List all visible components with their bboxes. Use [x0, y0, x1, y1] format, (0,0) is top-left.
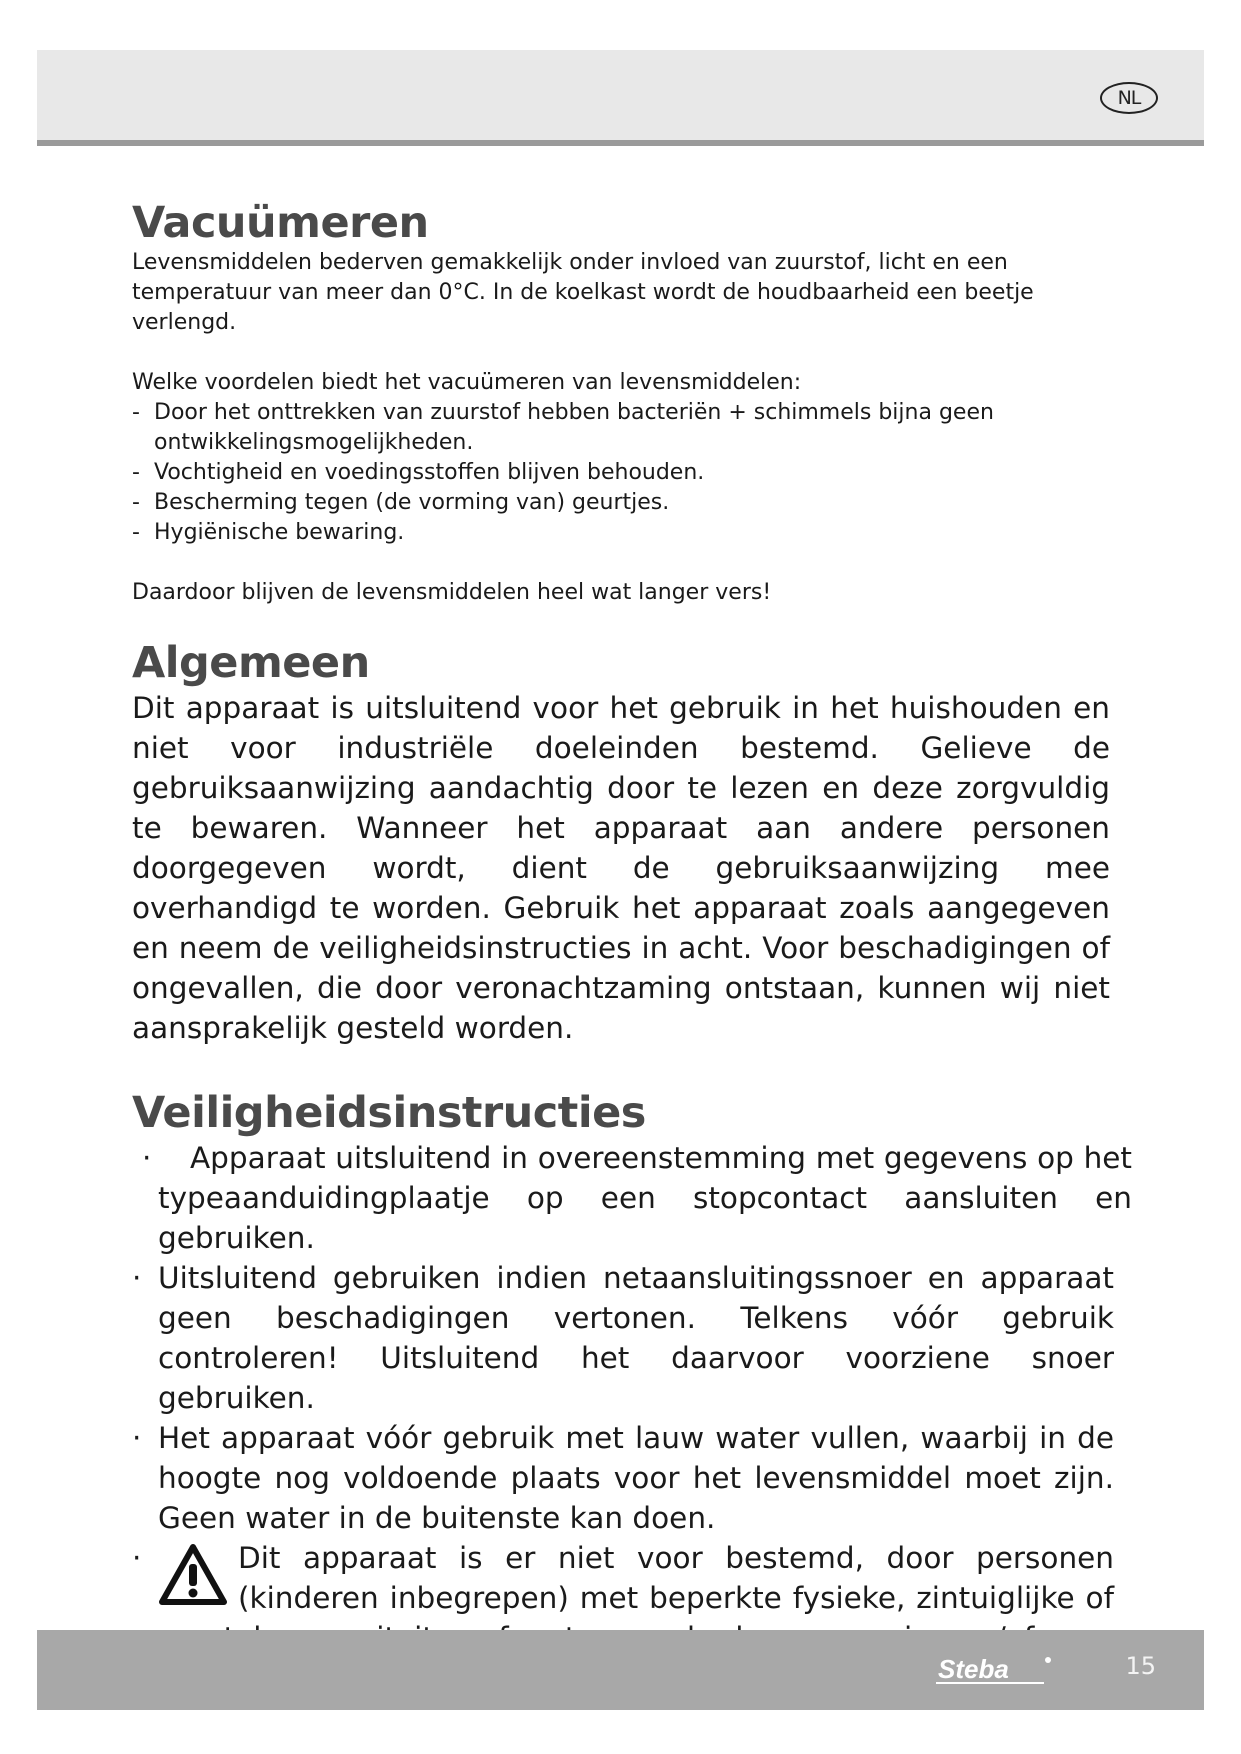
section-title-safety: Veiligheidsinstructies [132, 1088, 646, 1138]
vacuum-conclusion: Daardoor blijven de levensmiddelen heel wat langer vers! [132, 580, 772, 605]
language-badge: NL [1100, 82, 1158, 114]
header-band [37, 50, 1204, 146]
list-item: · Het apparaat vóór gebruik met lauw water vullen, waarbij in de hoogte nog voldoende plaats voor het levensmiddel moet zijn. Geen water in de buitenste kan doen. [132, 1421, 1114, 1535]
list-item: · Uitsluitend gebruiken indien netaansluitingssnoer en apparaat geen beschadigingen vertonen. Telkens vóór gebruik controleren! Uitsluitend het daarvoor voorziene snoer gebruiken. [132, 1261, 1114, 1415]
steba-logo [934, 1654, 1054, 1688]
general-body: Dit apparaat is uitsluitend voor het gebruik in het huishouden en niet voor industriële doeleinden bestemd. Gelieve de gebruiksaanwijzing aandachtig door te lezen en deze zorgvuldig te bewaren. Wanneer het apparaat aan andere personen doorgegeven wordt, dient de gebruiksaanwijzing mee overhandigd te worden. Gebruik het apparaat zoals aangegeven en neem de veiligheidsinstructies in acht. Voor beschadigingen of ongevallen, die door veronachtzaming ontstaan, kunnen wij niet aansprakelijk gesteld worden. [132, 691, 1110, 1045]
section-title-general: Algemeen [132, 638, 370, 688]
list-item: · Apparaat uitsluitend in overeenstemming met gegevens op het typeaanduidingplaatje op een stopcontact aansluiten en gebruiken. [142, 1141, 1132, 1255]
list-item: - Vochtigheid en voedingsstoffen blijven behouden. [132, 460, 705, 485]
safety-list [132, 1138, 1132, 1658]
benefits-heading: Welke voordelen biedt het vacuümeren van levensmiddelen: [132, 370, 802, 395]
page-number: 15 [1125, 1652, 1156, 1680]
list-item: - Hygiënische bewaring. [132, 520, 405, 545]
warning-icon [158, 1542, 228, 1606]
footer-band [37, 1630, 1204, 1710]
vacuum-intro: Levensmiddelen bederven gemakkelijk onder invloed van zuurstof, licht en een temperatuur van meer dan 0°C. In de koelkast wordt de houdbaarheid een beetje verlengd. [132, 250, 1034, 335]
svg-text:Steba: Steba [938, 1654, 1009, 1684]
list-item: - Door het onttrekken van zuurstof hebben bacteriën + schimmels bijna geen ontwikkelingsmogelijkheden. [132, 400, 994, 455]
page-content [132, 198, 1142, 1658]
list-item: · Dit apparaat is er niet voor bestemd, door personen (kinderen inbegrepen) met beperkte fysieke, zintuiglijke of [132, 1541, 1114, 1615]
list-item: - Bescherming tegen (de vorming van) geurtjes. [132, 490, 670, 515]
benefits-list [132, 398, 1012, 548]
section-title-vacuum: Vacuümeren [132, 198, 429, 248]
